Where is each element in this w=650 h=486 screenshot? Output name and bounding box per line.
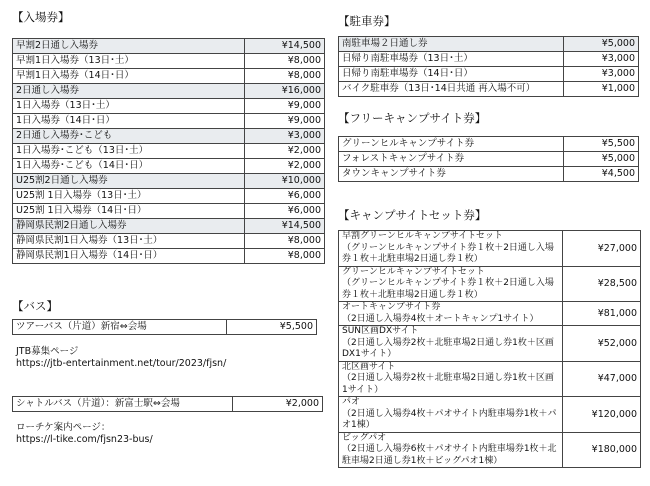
table-row [339, 302, 641, 326]
table-row [13, 174, 325, 189]
shuttle-bus-table [12, 396, 323, 412]
set-detail: （2日通し入場券4枚＋オートキャンプ1サイト） [342, 313, 539, 324]
free-camp-heading: 【フリーキャンプサイト券】 [338, 111, 487, 125]
ticket-price: ¥9,000 [245, 114, 325, 129]
table-row [339, 37, 639, 52]
ticket-name: 早割2日通し入場券 [13, 39, 245, 54]
set-title: グリーンヒルキャンプサイトセット [342, 266, 485, 277]
table-row [339, 67, 639, 82]
table-row [339, 231, 641, 267]
ticket-name: 1日入場券（13日･土） [13, 99, 245, 114]
set-title: オートキャンプサイト券 [342, 302, 441, 312]
ticket-price: ¥6,000 [245, 204, 325, 219]
table-row [13, 320, 317, 335]
set-description [339, 361, 563, 397]
table-row [339, 326, 641, 362]
jtb-note-url[interactable]: https://jtb-entertainment.net/tour/2023/fjsn/ [16, 358, 227, 369]
table-row [339, 52, 639, 67]
ticket-price: ¥3,000 [564, 52, 639, 67]
set-description [339, 231, 563, 267]
table-row [13, 69, 325, 84]
ticket-name: 2日通し入場券 [13, 84, 245, 99]
table-row [13, 219, 325, 234]
table-row [13, 249, 325, 264]
ticket-price: ¥10,000 [245, 174, 325, 189]
ticket-name: ツアーバス（片道）新宿⇔会場 [13, 320, 227, 335]
ticket-price: ¥5,500 [564, 137, 639, 152]
table-row [13, 189, 325, 204]
ticket-price: ¥52,000 [563, 326, 641, 362]
admission-heading: 【入場券】 [12, 10, 70, 24]
ticket-price: ¥16,000 [245, 84, 325, 99]
ticket-price: ¥3,000 [564, 67, 639, 82]
ticket-price: ¥2,000 [245, 144, 325, 159]
ticket-name: 2日通し入場券･こども [13, 129, 245, 144]
table-row [339, 137, 639, 152]
table-row [13, 39, 325, 54]
ticket-name: 早割1日入場券（13日･土） [13, 54, 245, 69]
ticket-price: ¥5,000 [564, 152, 639, 167]
free-camp-table [338, 136, 639, 182]
set-detail: （2日通し入場券6枚＋パオサイト内駐車場券1枚＋北駐車場2日通し券1枚＋ビッグパオ1棟） [342, 444, 557, 466]
set-description [339, 432, 563, 468]
ticket-price: ¥180,000 [563, 432, 641, 468]
ticket-name: 静岡県民割1日入場券（14日･日） [13, 249, 245, 264]
table-row [13, 54, 325, 69]
set-title: ビッグパオ [342, 432, 387, 443]
ticket-name: 1日入場券･こども（14日･日） [13, 159, 245, 174]
ticket-price: ¥3,000 [245, 129, 325, 144]
camp-set-table [338, 230, 641, 468]
ticket-price: ¥8,000 [245, 234, 325, 249]
ticket-name: グリーンヒルキャンプサイト券 [339, 137, 564, 152]
set-description [339, 326, 563, 362]
ticket-name: U25割 1日入場券（13日･土） [13, 189, 245, 204]
ticket-name: U25割2日通し入場券 [13, 174, 245, 189]
ticket-price: ¥47,000 [563, 361, 641, 397]
ticket-name: 静岡県民割2日通し入場券 [13, 219, 245, 234]
set-title: 北区画サイト [342, 361, 396, 372]
set-detail: （2日通し入場券2枚＋北駐車場2日通し券1枚＋区画1サイト） [342, 373, 554, 395]
table-row [339, 361, 641, 397]
ticket-price: ¥9,000 [245, 99, 325, 114]
set-detail: （2日通し入場券4枚＋パオサイト内駐車場券1枚＋パオ1棟） [342, 408, 557, 430]
table-row [339, 152, 639, 167]
table-row [13, 159, 325, 174]
ticket-price: ¥1,000 [564, 82, 639, 97]
ticket-name: 日帰り南駐車場券（13日･土） [339, 52, 564, 67]
set-description [339, 397, 563, 433]
ticket-price: ¥27,000 [563, 231, 641, 267]
ticket-price: ¥5,500 [227, 320, 317, 335]
ticket-price: ¥14,500 [245, 219, 325, 234]
lawson-note-url[interactable]: https://l-tike.com/fjsn23-bus/ [16, 434, 153, 445]
table-row [13, 204, 325, 219]
ticket-name: 静岡県民割1日入場券（13日･土） [13, 234, 245, 249]
set-title: SUN区画DXサイト [342, 326, 419, 336]
camp-set-heading: 【キャンプサイトセット券】 [338, 208, 487, 222]
set-description [339, 266, 563, 302]
ticket-price: ¥8,000 [245, 54, 325, 69]
set-title: 早割グリーンヒルキャンプサイトセット [342, 231, 503, 241]
table-row [339, 432, 641, 468]
jtb-note-label: JTB募集ページ [16, 346, 79, 357]
admission-table [12, 38, 325, 264]
bus-heading: 【バス】 [12, 299, 58, 313]
ticket-name: シャトルバス（片道）：新富士駅⇔会場 [13, 397, 233, 412]
set-detail: （グリーンヒルキャンプサイト券１枚＋2日通し入場券１枚＋北駐車場2日通し券１枚） [342, 278, 554, 300]
set-title: パオ [342, 397, 361, 407]
ticket-name: 早割1日入場券（14日･日） [13, 69, 245, 84]
ticket-price: ¥5,000 [564, 37, 639, 52]
table-row [13, 114, 325, 129]
ticket-price: ¥8,000 [245, 69, 325, 84]
table-row [13, 99, 325, 114]
ticket-price: ¥2,000 [233, 397, 323, 412]
ticket-price: ¥2,000 [245, 159, 325, 174]
ticket-name: フォレストキャンプサイト券 [339, 152, 564, 167]
table-row [339, 167, 639, 182]
table-row [339, 397, 641, 433]
ticket-name: タウンキャンプサイト券 [339, 167, 564, 182]
ticket-price: ¥28,500 [563, 266, 641, 302]
ticket-price: ¥4,500 [564, 167, 639, 182]
lawson-note-label: ローチケ案内ページ： [16, 422, 111, 433]
parking-heading: 【駐車券】 [338, 14, 396, 28]
ticket-name: 日帰り南駐車場券（14日･日） [339, 67, 564, 82]
ticket-price: ¥120,000 [563, 397, 641, 433]
table-row [13, 144, 325, 159]
table-row [13, 129, 325, 144]
ticket-name: 南駐車場２日通し券 [339, 37, 564, 52]
table-row [339, 82, 639, 97]
ticket-name: 1日入場券･こども（13日･土） [13, 144, 245, 159]
set-detail: （グリーンヒルキャンプサイト券１枚＋2日通し入場券１枚＋北駐車場2日通し券１枚） [342, 242, 554, 264]
parking-table [338, 36, 639, 97]
set-detail: （2日通し入場券2枚＋北駐車場2日通し券1枚＋区画DX1サイト） [342, 337, 554, 359]
table-row [339, 266, 641, 302]
ticket-price: ¥6,000 [245, 189, 325, 204]
set-description [339, 302, 563, 326]
ticket-name: U25割 1日入場券（14日･日） [13, 204, 245, 219]
tour-bus-table [12, 319, 317, 335]
ticket-name: 1日入場券（14日･日） [13, 114, 245, 129]
table-row [13, 397, 323, 412]
ticket-price: ¥14,500 [245, 39, 325, 54]
ticket-price: ¥81,000 [563, 302, 641, 326]
table-row [13, 84, 325, 99]
table-row [13, 234, 325, 249]
ticket-price: ¥8,000 [245, 249, 325, 264]
ticket-name: バイク駐車券（13日･14日共通 再入場不可） [339, 82, 564, 97]
